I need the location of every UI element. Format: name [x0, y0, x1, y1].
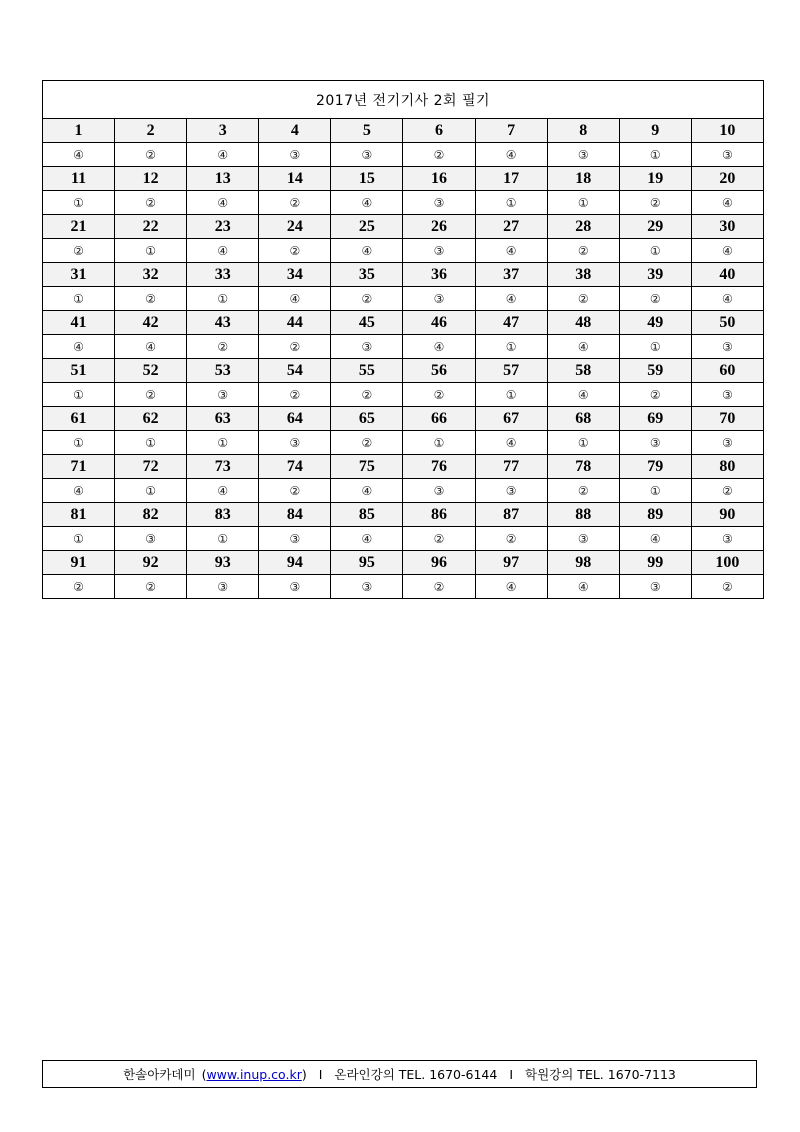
question-number-cell: 66 — [403, 407, 475, 431]
answer-cell: ③ — [619, 575, 691, 599]
answer-cell: ④ — [475, 287, 547, 311]
question-number-cell: 89 — [619, 503, 691, 527]
answer-cell: ② — [259, 383, 331, 407]
answer-cell: ② — [403, 143, 475, 167]
question-number-cell: 42 — [115, 311, 187, 335]
question-number-cell: 21 — [43, 215, 115, 239]
question-number-cell: 55 — [331, 359, 403, 383]
question-number-cell: 91 — [43, 551, 115, 575]
answer-cell: ④ — [43, 479, 115, 503]
question-number-cell: 39 — [619, 263, 691, 287]
answer-cell: ④ — [475, 431, 547, 455]
answer-cell: ③ — [259, 527, 331, 551]
question-number-cell: 69 — [619, 407, 691, 431]
question-number-cell: 11 — [43, 167, 115, 191]
answer-cell: ④ — [331, 239, 403, 263]
website-link[interactable]: www.inup.co.kr — [206, 1066, 302, 1082]
answer-cell: ③ — [187, 575, 259, 599]
question-number-row — [43, 167, 764, 191]
answer-row — [43, 287, 764, 311]
answer-cell: ④ — [187, 479, 259, 503]
answer-cell: ② — [691, 575, 763, 599]
question-number-row — [43, 215, 764, 239]
question-number-cell: 67 — [475, 407, 547, 431]
question-number-cell: 32 — [115, 263, 187, 287]
answer-cell: ① — [115, 431, 187, 455]
question-number-cell: 58 — [547, 359, 619, 383]
question-number-cell: 43 — [187, 311, 259, 335]
question-number-cell: 41 — [43, 311, 115, 335]
question-number-cell: 62 — [115, 407, 187, 431]
answer-cell: ① — [187, 431, 259, 455]
question-number-cell: 8 — [547, 119, 619, 143]
answer-cell: ③ — [259, 575, 331, 599]
question-number-row — [43, 407, 764, 431]
question-number-cell: 74 — [259, 455, 331, 479]
question-number-row — [43, 263, 764, 287]
question-number-cell: 92 — [115, 551, 187, 575]
question-number-cell: 88 — [547, 503, 619, 527]
answer-cell: ② — [187, 335, 259, 359]
question-number-cell: 97 — [475, 551, 547, 575]
answer-cell: ③ — [115, 527, 187, 551]
question-number-cell: 49 — [619, 311, 691, 335]
question-number-row — [43, 455, 764, 479]
question-number-cell: 17 — [475, 167, 547, 191]
question-number-cell: 64 — [259, 407, 331, 431]
answer-cell: ③ — [691, 143, 763, 167]
answer-cell: ② — [331, 383, 403, 407]
question-number-cell: 100 — [691, 551, 763, 575]
answer-cell: ③ — [331, 335, 403, 359]
answer-key-table — [42, 80, 764, 599]
answer-cell: ② — [115, 287, 187, 311]
answer-cell: ③ — [331, 143, 403, 167]
answer-cell: ② — [403, 383, 475, 407]
question-number-cell: 24 — [259, 215, 331, 239]
answer-cell: ④ — [403, 335, 475, 359]
answer-cell: ④ — [547, 335, 619, 359]
answer-cell: ① — [187, 527, 259, 551]
answer-cell: ① — [619, 239, 691, 263]
answer-cell: ① — [475, 383, 547, 407]
answer-cell: ③ — [691, 527, 763, 551]
question-number-cell: 37 — [475, 263, 547, 287]
answer-cell: ③ — [691, 431, 763, 455]
question-number-cell: 80 — [691, 455, 763, 479]
question-number-cell: 19 — [619, 167, 691, 191]
online-lecture-phone: 온라인강의 TEL. 1670-6144 — [334, 1067, 498, 1082]
question-number-cell: 22 — [115, 215, 187, 239]
question-number-cell: 93 — [187, 551, 259, 575]
question-number-cell: 87 — [475, 503, 547, 527]
question-number-cell: 5 — [331, 119, 403, 143]
answer-cell: ④ — [691, 191, 763, 215]
separator: I — [509, 1066, 514, 1082]
question-number-cell: 84 — [259, 503, 331, 527]
answer-cell: ② — [259, 239, 331, 263]
answer-cell: ① — [43, 431, 115, 455]
answer-cell: ① — [43, 383, 115, 407]
question-number-cell: 82 — [115, 503, 187, 527]
answer-cell: ③ — [547, 527, 619, 551]
answer-cell: ④ — [547, 575, 619, 599]
question-number-cell: 16 — [403, 167, 475, 191]
question-number-cell: 79 — [619, 455, 691, 479]
question-number-row — [43, 119, 764, 143]
footer-contact — [42, 1060, 757, 1088]
answer-cell: ③ — [691, 383, 763, 407]
question-number-cell: 27 — [475, 215, 547, 239]
answer-cell: ③ — [619, 431, 691, 455]
answer-cell: ③ — [403, 191, 475, 215]
answer-cell: ② — [403, 527, 475, 551]
question-number-cell: 34 — [259, 263, 331, 287]
question-number-cell: 71 — [43, 455, 115, 479]
answer-cell: ② — [619, 287, 691, 311]
question-number-cell: 98 — [547, 551, 619, 575]
answer-cell: ② — [547, 479, 619, 503]
answer-cell: ② — [547, 239, 619, 263]
answer-cell: ③ — [403, 287, 475, 311]
question-number-cell: 72 — [115, 455, 187, 479]
question-number-cell: 57 — [475, 359, 547, 383]
question-number-cell: 48 — [547, 311, 619, 335]
answer-cell: ① — [403, 431, 475, 455]
answer-cell: ② — [115, 143, 187, 167]
question-number-cell: 51 — [43, 359, 115, 383]
question-number-row — [43, 311, 764, 335]
answer-cell: ② — [331, 287, 403, 311]
answer-cell: ④ — [331, 527, 403, 551]
answer-cell: ② — [619, 191, 691, 215]
answer-cell: ② — [331, 431, 403, 455]
academy-name: 한솔아카데미 — [123, 1067, 196, 1082]
answer-cell: ④ — [43, 335, 115, 359]
question-number-cell: 52 — [115, 359, 187, 383]
question-number-row — [43, 551, 764, 575]
answer-row — [43, 143, 764, 167]
answer-cell: ① — [475, 335, 547, 359]
question-number-cell: 76 — [403, 455, 475, 479]
answer-cell: ③ — [475, 479, 547, 503]
question-number-cell: 44 — [259, 311, 331, 335]
question-number-cell: 3 — [187, 119, 259, 143]
question-number-cell: 12 — [115, 167, 187, 191]
answer-cell: ④ — [691, 239, 763, 263]
question-number-cell: 77 — [475, 455, 547, 479]
answer-cell: ② — [43, 239, 115, 263]
question-number-cell: 63 — [187, 407, 259, 431]
open-paren: ( — [201, 1066, 207, 1082]
question-number-cell: 99 — [619, 551, 691, 575]
question-number-cell: 33 — [187, 263, 259, 287]
question-number-cell: 18 — [547, 167, 619, 191]
question-number-cell: 30 — [691, 215, 763, 239]
answer-cell: ④ — [691, 287, 763, 311]
answer-cell: ② — [259, 479, 331, 503]
question-number-cell: 86 — [403, 503, 475, 527]
question-number-cell: 59 — [619, 359, 691, 383]
question-number-cell: 7 — [475, 119, 547, 143]
answer-cell: ① — [187, 287, 259, 311]
question-number-cell: 96 — [403, 551, 475, 575]
answer-cell: ③ — [259, 143, 331, 167]
answer-cell: ④ — [619, 527, 691, 551]
question-number-cell: 54 — [259, 359, 331, 383]
answer-cell: ④ — [187, 191, 259, 215]
question-number-cell: 56 — [403, 359, 475, 383]
question-number-cell: 10 — [691, 119, 763, 143]
question-number-cell: 23 — [187, 215, 259, 239]
question-number-cell: 9 — [619, 119, 691, 143]
answer-cell: ② — [115, 575, 187, 599]
answer-cell: ② — [43, 575, 115, 599]
answer-cell: ② — [619, 383, 691, 407]
answer-row — [43, 383, 764, 407]
question-number-cell: 14 — [259, 167, 331, 191]
question-number-cell: 46 — [403, 311, 475, 335]
question-number-cell: 36 — [403, 263, 475, 287]
answer-cell: ③ — [259, 431, 331, 455]
question-number-cell: 2 — [115, 119, 187, 143]
question-number-cell: 40 — [691, 263, 763, 287]
answer-row — [43, 575, 764, 599]
answer-cell: ② — [691, 479, 763, 503]
answer-cell: ① — [619, 479, 691, 503]
question-number-cell: 47 — [475, 311, 547, 335]
answer-cell: ① — [547, 431, 619, 455]
answer-cell: ④ — [187, 239, 259, 263]
answer-cell: ④ — [475, 575, 547, 599]
separator: I — [318, 1066, 323, 1082]
question-number-cell: 15 — [331, 167, 403, 191]
question-number-cell: 53 — [187, 359, 259, 383]
answer-cell: ④ — [259, 287, 331, 311]
answer-cell: ① — [619, 143, 691, 167]
question-number-cell: 31 — [43, 263, 115, 287]
question-number-cell: 95 — [331, 551, 403, 575]
answer-cell: ④ — [547, 383, 619, 407]
question-number-cell: 75 — [331, 455, 403, 479]
answer-row — [43, 239, 764, 263]
question-number-cell: 28 — [547, 215, 619, 239]
question-number-cell: 20 — [691, 167, 763, 191]
question-number-cell: 29 — [619, 215, 691, 239]
answer-cell: ③ — [403, 479, 475, 503]
question-number-cell: 25 — [331, 215, 403, 239]
question-number-cell: 38 — [547, 263, 619, 287]
answer-cell: ③ — [691, 335, 763, 359]
question-number-cell: 65 — [331, 407, 403, 431]
answer-row — [43, 527, 764, 551]
answer-cell: ① — [43, 191, 115, 215]
question-number-cell: 45 — [331, 311, 403, 335]
answer-cell: ② — [259, 335, 331, 359]
answer-cell: ① — [475, 191, 547, 215]
question-number-cell: 73 — [187, 455, 259, 479]
answer-row — [43, 479, 764, 503]
question-number-cell: 81 — [43, 503, 115, 527]
answer-cell: ④ — [187, 143, 259, 167]
answer-cell: ② — [115, 383, 187, 407]
answer-cell: ① — [43, 527, 115, 551]
answer-cell: ③ — [403, 239, 475, 263]
question-number-cell: 1 — [43, 119, 115, 143]
question-number-cell: 68 — [547, 407, 619, 431]
question-number-cell: 70 — [691, 407, 763, 431]
answer-cell: ① — [115, 239, 187, 263]
answer-row — [43, 431, 764, 455]
question-number-cell: 78 — [547, 455, 619, 479]
answer-cell: ③ — [547, 143, 619, 167]
answer-cell: ④ — [475, 239, 547, 263]
question-number-cell: 26 — [403, 215, 475, 239]
question-number-row — [43, 359, 764, 383]
question-number-cell: 61 — [43, 407, 115, 431]
question-number-cell: 4 — [259, 119, 331, 143]
answer-cell: ① — [43, 287, 115, 311]
close-paren: ) — [301, 1066, 307, 1082]
question-number-cell: 94 — [259, 551, 331, 575]
answer-cell: ① — [547, 191, 619, 215]
answer-cell: ① — [115, 479, 187, 503]
answer-cell: ④ — [475, 143, 547, 167]
question-number-cell: 83 — [187, 503, 259, 527]
answer-row — [43, 191, 764, 215]
offline-lecture-phone: 학원강의 TEL. 1670-7113 — [525, 1067, 676, 1082]
answer-cell: ② — [547, 287, 619, 311]
answer-cell: ④ — [115, 335, 187, 359]
answer-row — [43, 335, 764, 359]
answer-cell: ② — [475, 527, 547, 551]
answer-cell: ② — [115, 191, 187, 215]
answer-cell: ① — [619, 335, 691, 359]
question-number-cell: 90 — [691, 503, 763, 527]
answer-cell: ② — [403, 575, 475, 599]
question-number-cell: 35 — [331, 263, 403, 287]
answer-cell: ③ — [331, 575, 403, 599]
question-number-cell: 50 — [691, 311, 763, 335]
answer-cell: ④ — [43, 143, 115, 167]
question-number-cell: 13 — [187, 167, 259, 191]
question-number-cell: 6 — [403, 119, 475, 143]
answer-cell: ④ — [331, 191, 403, 215]
answer-cell: ③ — [187, 383, 259, 407]
question-number-row — [43, 503, 764, 527]
question-number-cell: 85 — [331, 503, 403, 527]
question-number-cell: 60 — [691, 359, 763, 383]
table-title: 2017년 전기기사 2회 필기 — [43, 81, 764, 119]
answer-cell: ② — [259, 191, 331, 215]
answer-cell: ④ — [331, 479, 403, 503]
